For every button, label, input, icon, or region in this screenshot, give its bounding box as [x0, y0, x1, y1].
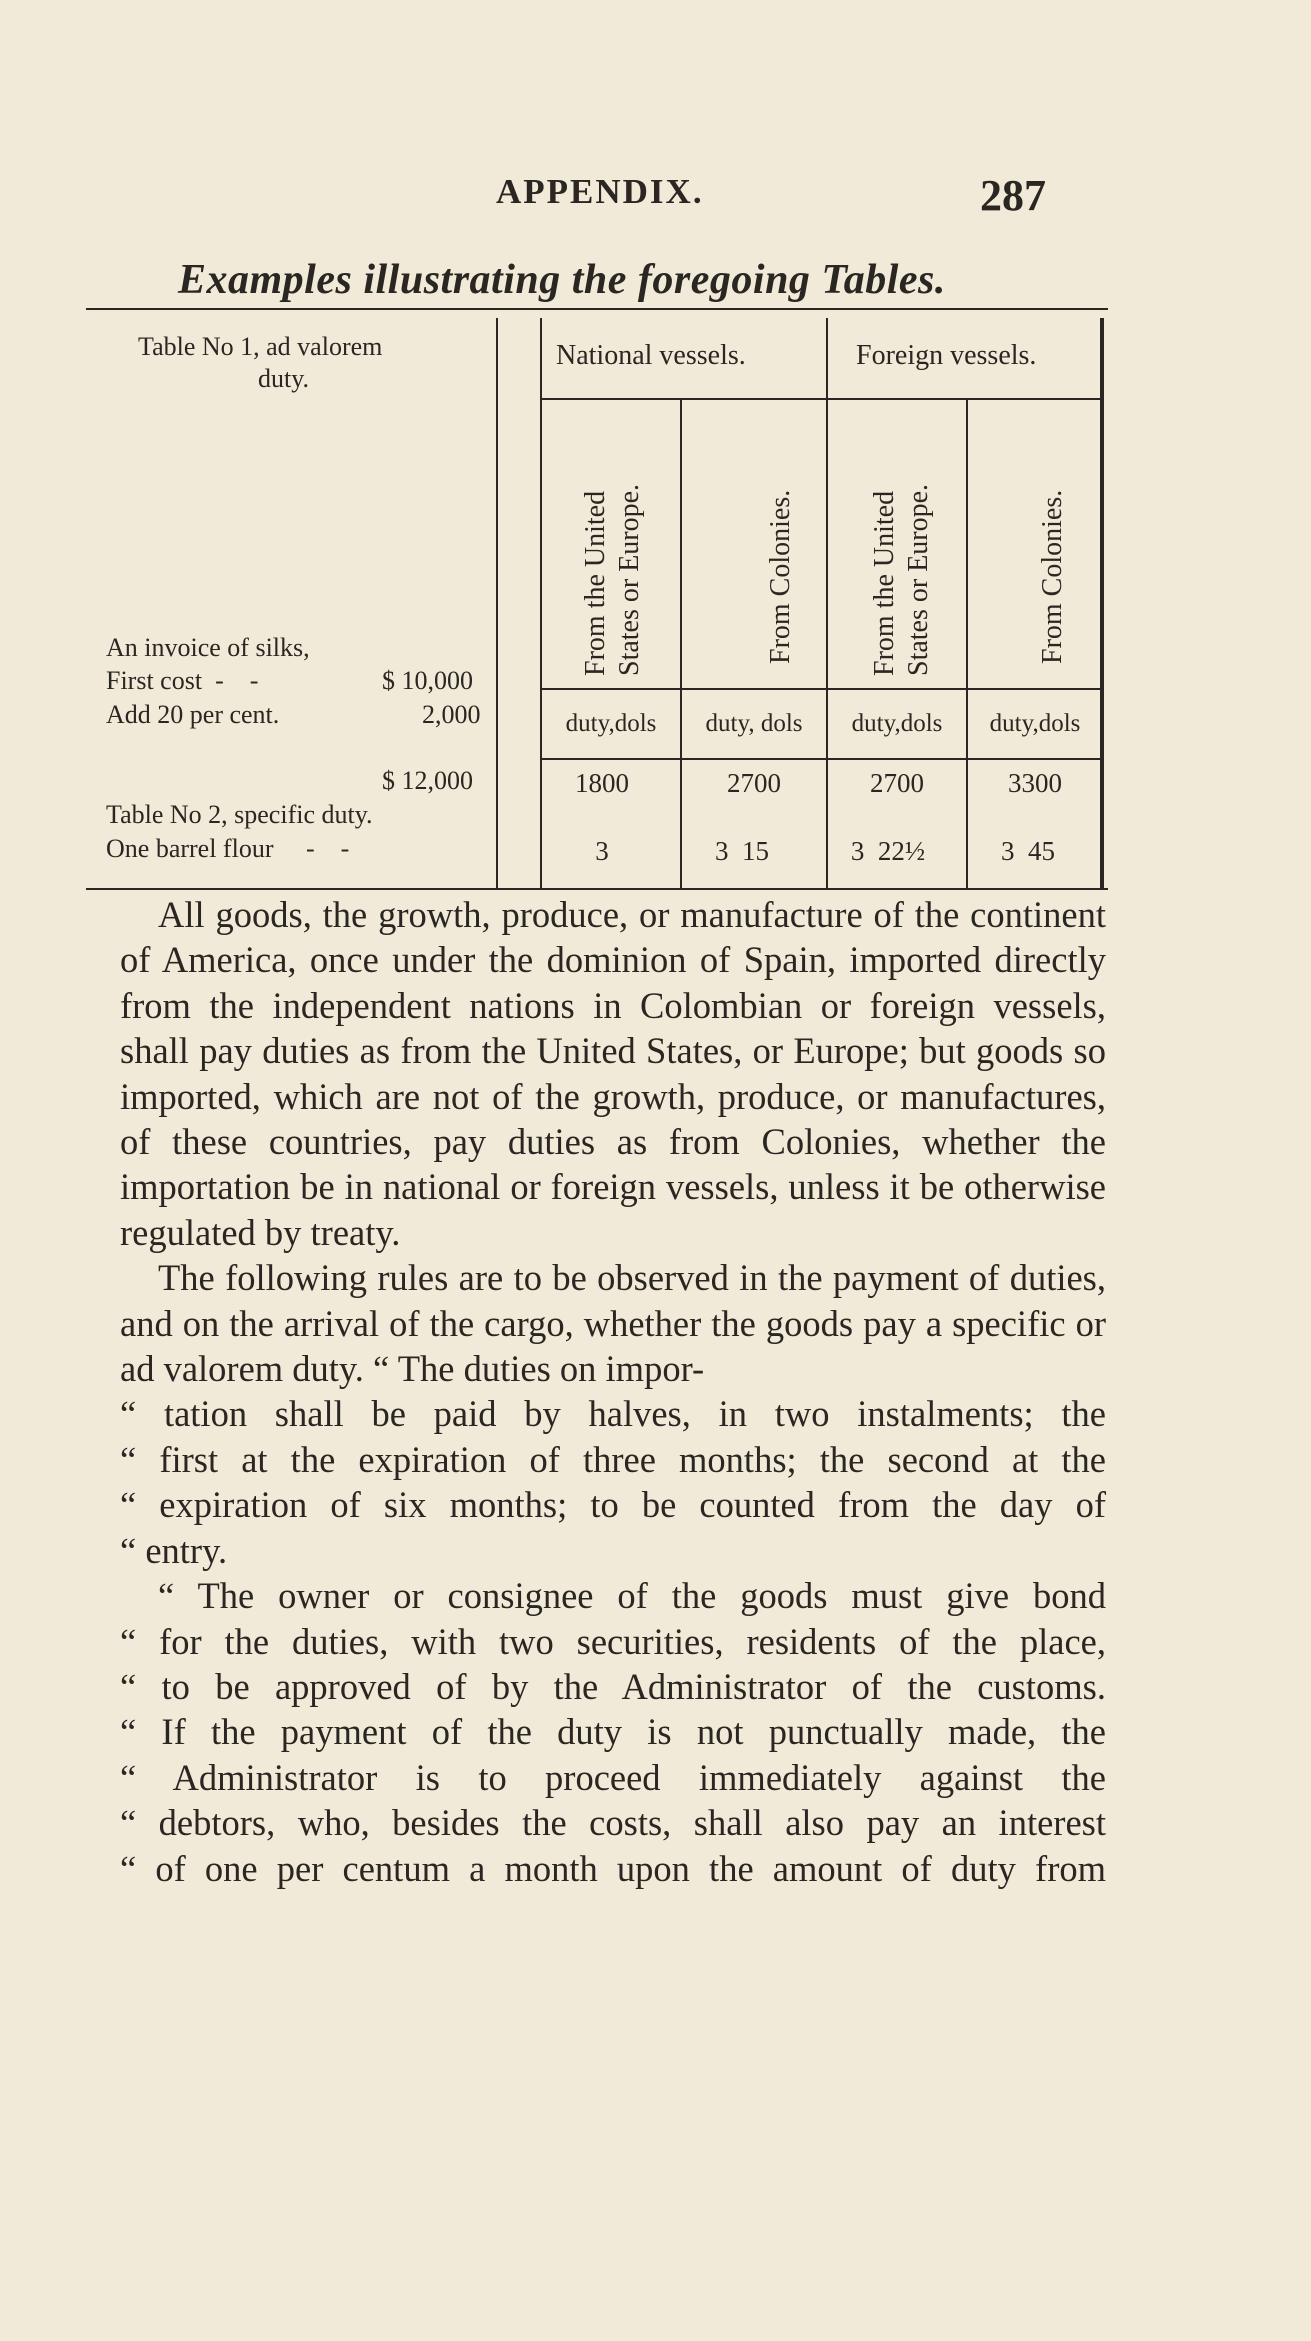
table1-title-duty: duty. [258, 364, 310, 393]
body-text [120, 892, 1106, 1891]
paragraph-bond [120, 1573, 1106, 1618]
quote-line: “ to be approved of by the Administrator of the customs. [120, 1665, 1106, 1707]
subheader-foreign-us-europe: From the United States or Europe. [869, 483, 934, 676]
subheader-foreign-colonies: From Colonies. [1037, 489, 1068, 664]
flour-national-colonies: 3 15 [715, 836, 769, 866]
quote-line: “ of one per centum a month upon the amount of duty from [120, 1847, 1106, 1889]
unit-cell: duty,dols [565, 710, 657, 737]
silks-national-colonies: 2700 [727, 768, 781, 798]
units-rule [540, 758, 1100, 760]
quote-line: “ If the payment of the duty is not punctually made, the [120, 1711, 1106, 1753]
paragraph-payment-rules-quote [120, 1391, 1106, 1573]
table2-title: Table No 2, specific duty. [106, 800, 373, 829]
total-cost-value: $ 12,000 [382, 766, 473, 795]
quote-line: “ The owner or consignee of the goods must give bond [158, 1575, 1106, 1617]
table-top-rule [86, 308, 1108, 310]
national-vessels-header: National vessels. [556, 340, 746, 371]
first-cost-value: $ 10,000 [382, 666, 473, 695]
quote-line: “ tation shall be paid by halves, in two instalments; the [120, 1393, 1106, 1435]
paragraph-bond-continued [120, 1619, 1106, 1891]
table-divider-sub1 [680, 400, 682, 888]
paragraph-payment-rules: The following rules are to be observed in the payment of duties, and on the arrival of the cargo, whether the goods pay a specific or ad valorem duty. “ The duties on impor- [120, 1257, 1106, 1390]
quote-line: “ for the duties, with two securities, residents of the place, [120, 1620, 1106, 1662]
flour-foreign-us-europe: 3 22½ [850, 836, 926, 866]
running-head: APPENDIX. [496, 172, 704, 211]
table1-title: Table No 1, ad valorem [138, 332, 383, 361]
duty-examples-table [86, 318, 1108, 888]
unit-cell: duty,dols [989, 710, 1081, 737]
page-header [0, 172, 1311, 222]
quote-line: “ debtors, who, besides the costs, shall also pay an interest [120, 1802, 1106, 1844]
subheader-national-us-europe: From the United States or Europe. [580, 483, 645, 676]
table-bottom-rule [86, 888, 1108, 890]
first-cost-label: First cost - - [106, 666, 259, 695]
subheader-national-colonies: From Colonies. [765, 489, 796, 664]
quote-line: “ Administrator is to proceed immediately against the [120, 1756, 1106, 1798]
subheader-rule [540, 688, 1100, 690]
add-percent-value: 2,000 [422, 700, 481, 729]
paragraph-american-goods: All goods, the growth, produce, or manufacture of the continent of America, once under the dominion of Spain, imported directly from the independent nations in Colombian or foreign vessels, shall pay duties as from the United States, or Europe; but goods so imported, which are not of the growth, produce, or manufactures, of these countries, pay duties as from Colonies, whether the importation be in national or foreign vessels, unless it be otherwise regulated by treaty. [120, 894, 1106, 1253]
table-divider-foreign [826, 318, 828, 888]
quote-line: “ expiration of six months; to be counted from the day of [120, 1484, 1106, 1526]
table-caption: Examples illustrating the foregoing Tables. [178, 257, 946, 303]
quote-line: “ entry. [120, 1529, 228, 1571]
flour-national-us-europe: 3 [595, 836, 609, 866]
group-header-rule [540, 398, 1100, 400]
unit-cell: duty, dols [705, 710, 803, 737]
table-divider-right [1102, 318, 1104, 888]
quote-line: “ first at the expiration of three months; the second at the [120, 1438, 1106, 1480]
silks-national-us-europe: 1800 [575, 768, 629, 798]
table-divider-sub3 [966, 400, 968, 888]
add-percent-label: Add 20 per cent. [106, 700, 280, 729]
table-divider-left [496, 318, 498, 888]
flour-foreign-colonies: 3 45 [1001, 836, 1055, 866]
invoice-label: An invoice of silks, [106, 633, 310, 662]
silks-foreign-us-europe: 2700 [870, 768, 924, 798]
table-divider-national [540, 318, 542, 888]
foreign-vessels-header: Foreign vessels. [856, 340, 1037, 371]
page-number: 287 [980, 171, 1046, 220]
unit-cell: duty,dols [851, 710, 943, 737]
silks-foreign-colonies: 3300 [1008, 768, 1062, 798]
table-right-edge [1100, 318, 1102, 888]
barrel-flour-label: One barrel flour - - [106, 834, 350, 863]
